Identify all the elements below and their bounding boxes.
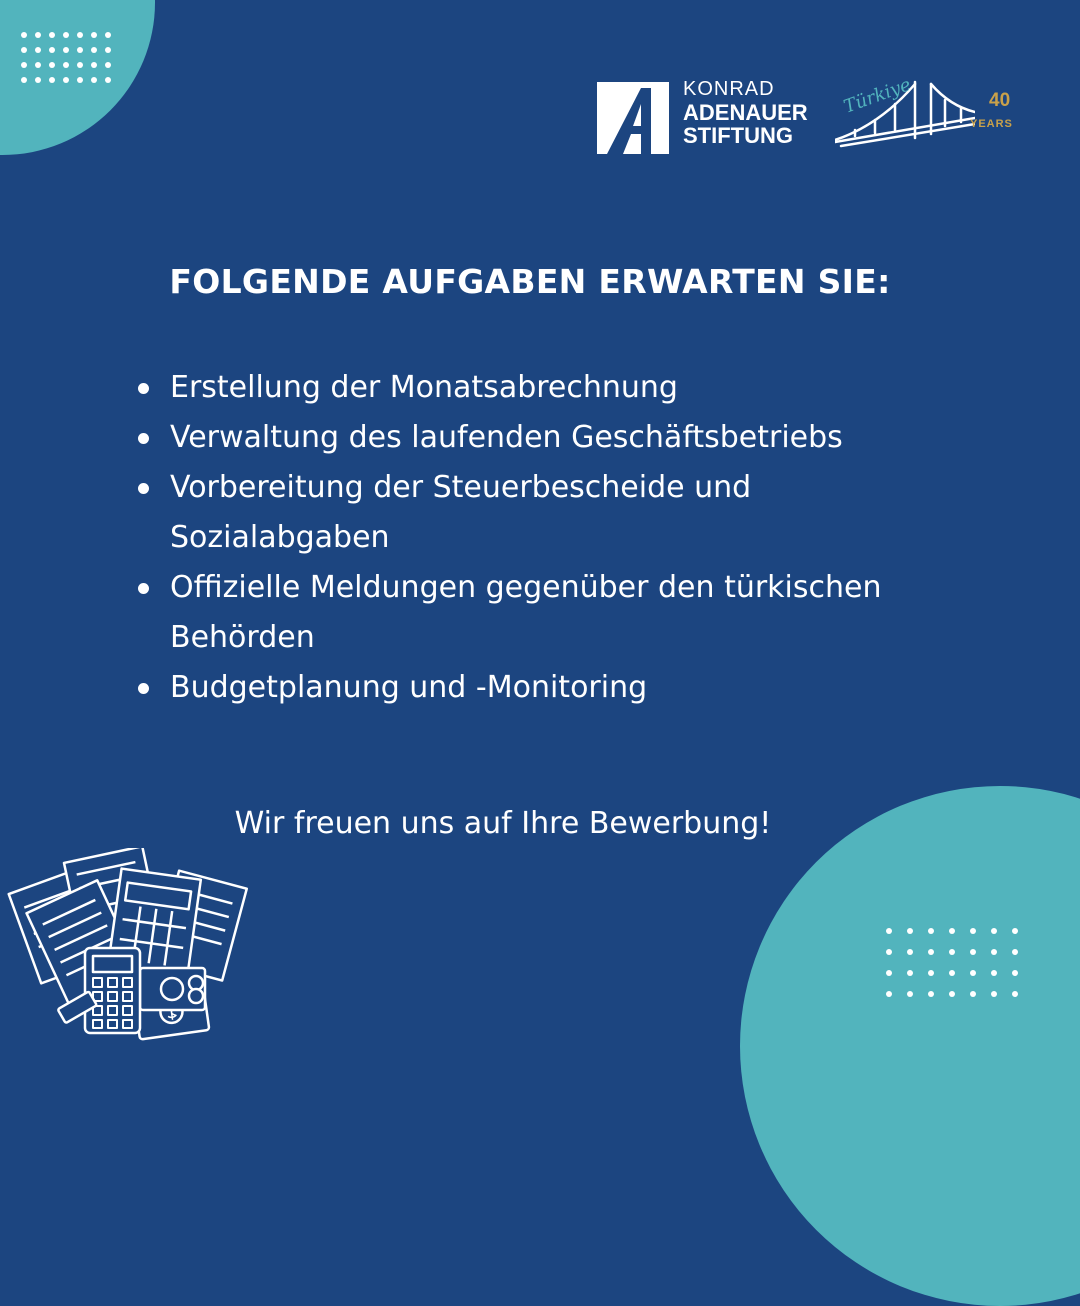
decor-dot-grid-top-left xyxy=(21,32,111,83)
task-item: Vorbereitung der Steuerbescheide und Sozialabgaben xyxy=(168,463,968,563)
kas-logo-wordmark xyxy=(683,78,808,147)
anniversary-unit: YEARS xyxy=(970,118,1013,130)
closing-message: Wir freuen uns auf Ihre Bewerbung! xyxy=(234,806,772,841)
kas-logo xyxy=(597,74,1022,158)
logo-line-3: STIFTUNG xyxy=(683,123,793,148)
logo-line-2: ADENAUER xyxy=(683,100,808,125)
task-list xyxy=(168,363,968,713)
task-item: Verwaltung des laufenden Geschäftsbetriebs xyxy=(168,413,968,463)
decor-circle-bottom-right xyxy=(740,786,1080,1306)
task-item: Budgetplanung und -Monitoring xyxy=(168,663,968,713)
logo-line-1: KONRAD xyxy=(683,78,775,100)
anniversary-number: 40 xyxy=(989,90,1011,111)
task-item: Offizielle Meldungen gegenüber den türkischen Behörden xyxy=(168,563,968,663)
task-item: Erstellung der Monatsabrechnung xyxy=(168,363,968,413)
finance-documents-calculator-icon xyxy=(0,848,260,1048)
page-heading: FOLGENDE AUFGABEN ERWARTEN SIE: xyxy=(169,262,891,301)
kas-logo-mark-icon xyxy=(597,82,669,154)
logo-script-text: Türkiye xyxy=(841,74,914,118)
decor-dot-grid-bottom-right xyxy=(886,928,1018,997)
